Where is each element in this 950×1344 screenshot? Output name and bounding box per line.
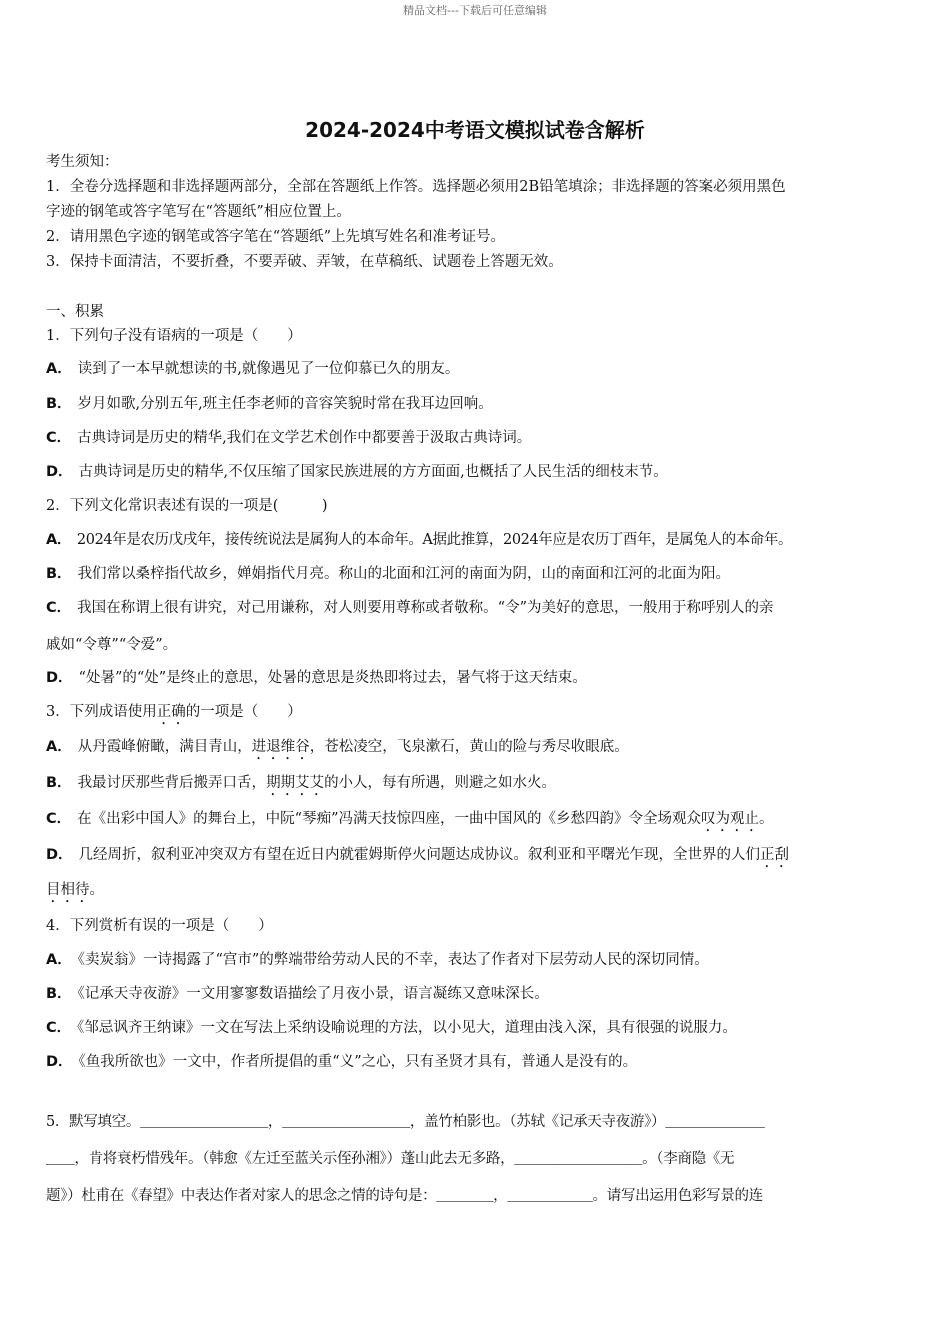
emphasized-idiom: 正刮 <box>760 847 790 863</box>
header-watermark: 精品文档---下载后可任意编辑 <box>403 4 547 17</box>
emphasized-idiom: 目相待 <box>46 882 90 898</box>
option-text: 从丹霞峰俯瞰，满目青山， <box>77 739 252 755</box>
q1-option-a <box>46 359 908 379</box>
option-text: 我们常以桑梓指代故乡，婵娟指代月亮。称山的北面和江河的南面为阴，山的南面和江河的北面为阳。 <box>77 566 731 582</box>
option-text: 《邹忌讽齐王纳谏》一文在写法上采纳设喻说理的方法，以小见大，道理由浅入深，具有很强的说服力。 <box>77 1020 737 1036</box>
q2-option-d <box>46 668 908 688</box>
option-text: ，苍松凌空，飞泉漱石，黄山的险与秀尽收眼底。 <box>309 739 629 755</box>
option-label: B． <box>46 986 72 1002</box>
option-label: A． <box>46 532 71 548</box>
section-heading: 一、积累 <box>46 304 104 320</box>
question-2-stem: 2．下列文化常识表述有误的一项是( ) <box>46 498 328 514</box>
option-label: D． <box>46 847 73 863</box>
option-label: D． <box>46 464 73 480</box>
q1-option-b <box>46 394 908 414</box>
option-label: B． <box>46 775 72 791</box>
option-label: C． <box>46 1020 72 1036</box>
q4-option-a <box>46 950 908 970</box>
stem-text: 3．下列成语使用 <box>46 704 157 720</box>
page-title: 2024-2024中考语文模拟试卷含解析 <box>305 118 645 142</box>
notice-line-2: 2．请用黑色字迹的钢笔或答字笔在“答题纸”上先填写姓名和准考证号。 <box>46 229 506 245</box>
question-3-stem <box>46 702 908 728</box>
option-text: 。 <box>89 882 104 898</box>
q3-option-a <box>46 737 908 763</box>
q3-option-b <box>46 773 908 799</box>
q2-option-c-continued: 戚如“令尊”“令爱”。 <box>46 637 178 653</box>
stem-text: 的一项是（ ） <box>185 704 302 720</box>
q2-option-c <box>46 598 908 618</box>
option-label: C． <box>46 600 72 616</box>
question-5-line-2: ＿＿，肯将衰朽惜残年。（韩愈《左迁至蓝关示侄孙湘》）蓬山此去无多路，＿＿＿＿＿＿＿＿＿。（李商隐《无 <box>46 1151 735 1167</box>
option-text: 。 <box>758 811 774 827</box>
option-text: 在《出彩中国人》的舞台上，中阮“琴痴”冯满天技惊四座，一曲中国风的《乡愁四韵》令全场观众 <box>77 811 701 827</box>
option-text: 古典诗词是历史的精华,不仅压缩了国家民族进展的方方面面,也概括了人民生活的细枝末节。 <box>78 464 668 480</box>
option-text: 我国在称谓上很有讲究，对己用谦称，对人则要用尊称或者敬称。“令”为美好的意思，一般用于称呼别人的亲 <box>77 600 774 616</box>
q4-option-d <box>46 1052 908 1072</box>
q1-option-d <box>46 462 908 482</box>
emphasized-idiom: 叹为观止 <box>700 811 759 827</box>
option-text: 《记承天寺夜游》一文用寥寥数语描绘了月夜小景，语言凝练又意味深长。 <box>77 986 549 1002</box>
notice-line-3: 3．保持卡面清洁，不要折叠，不要弄破、弄皱，在草稿纸、试题卷上答题无效。 <box>46 254 563 270</box>
option-label: A． <box>46 739 72 755</box>
option-text: 读到了一本早就想读的书,就像遇见了一位仰慕已久的朋友。 <box>77 361 460 377</box>
option-label: D． <box>46 1054 73 1070</box>
emphasized-idiom: 进退维谷 <box>251 739 310 755</box>
q2-option-b <box>46 564 908 584</box>
option-text: 古典诗词是历史的精华,我们在文学艺术创作中都要善于汲取古典诗词。 <box>77 430 532 446</box>
option-text: “处暑”的“处”是终止的意思，处暑的意思是炎热即将过去，暑气将于这天结束。 <box>78 670 587 686</box>
q3-option-d-continued <box>46 880 908 906</box>
option-text: 《鱼我所欲也》一文中，作者所提倡的重“义”之心，只有圣贤才具有，普通人是没有的。 <box>78 1054 638 1070</box>
option-text: 我最讨厌那些背后搬弄口舌， <box>77 775 267 791</box>
question-1-stem: 1．下列句子没有语病的一项是（ ） <box>46 328 302 344</box>
option-text: 岁月如歌,分别五年,班主任李老师的音容笑貌时常在我耳边回响。 <box>77 396 493 412</box>
question-4-stem: 4．下列赏析有误的一项是（ ） <box>46 918 273 934</box>
question-5-line-3: 题》）杜甫在《春望》中表达作者对家人的思念之情的诗句是：＿＿＿＿，＿＿＿＿＿＿。请写出运用色彩写景的连 <box>46 1188 763 1204</box>
q4-option-c <box>46 1018 908 1038</box>
notice-line-1b: 字迹的钢笔或答字笔写在“答题纸”相应位置上。 <box>46 204 351 220</box>
option-label: B． <box>46 566 72 582</box>
q2-option-a <box>46 530 908 550</box>
option-label: C． <box>46 811 72 827</box>
option-label: A． <box>46 952 72 968</box>
q1-option-c <box>46 428 908 448</box>
q4-option-b <box>46 984 908 1004</box>
option-label: B． <box>46 396 72 412</box>
option-label: D． <box>46 670 73 686</box>
option-text: 《卖炭翁》一诗揭露了“宫市”的弊端带给劳动人民的不幸，表达了作者对下层劳动人民的深切同情。 <box>77 952 709 968</box>
option-label: C． <box>46 430 72 446</box>
q3-option-c <box>46 809 908 835</box>
emphasized-idiom: 期期艾艾 <box>266 775 325 791</box>
notice-heading: 考生须知： <box>46 154 119 170</box>
question-5-line-1: 5．默写填空。＿＿＿＿＿＿＿＿＿，＿＿＿＿＿＿＿＿＿，盖竹柏影也。（苏轼《记承天寺夜游》）＿＿＿＿＿＿＿ <box>46 1114 765 1130</box>
notice-line-1: 1．全卷分选择题和非选择题两部分，全部在答题纸上作答。选择题必须用2B铅笔填涂；非选择题的答案必须用黑色 <box>46 179 786 195</box>
option-text: 的小人，每有所遇，则避之如水火。 <box>324 775 557 791</box>
option-text: 2024年是农历戊戌年，接传统说法是属狗人的本命年。A据此推算，2024年应是农历丁酉年，是属兔人的本命年。 <box>76 532 793 548</box>
emphasized-word: 正确 <box>156 704 186 720</box>
option-label: A． <box>46 361 72 377</box>
option-text: 几经周折，叙利亚冲突双方有望在近日内就霍姆斯停火问题达成协议。叙利亚和平曙光乍现，全世界的人们 <box>78 847 761 863</box>
q3-option-d <box>46 845 908 871</box>
